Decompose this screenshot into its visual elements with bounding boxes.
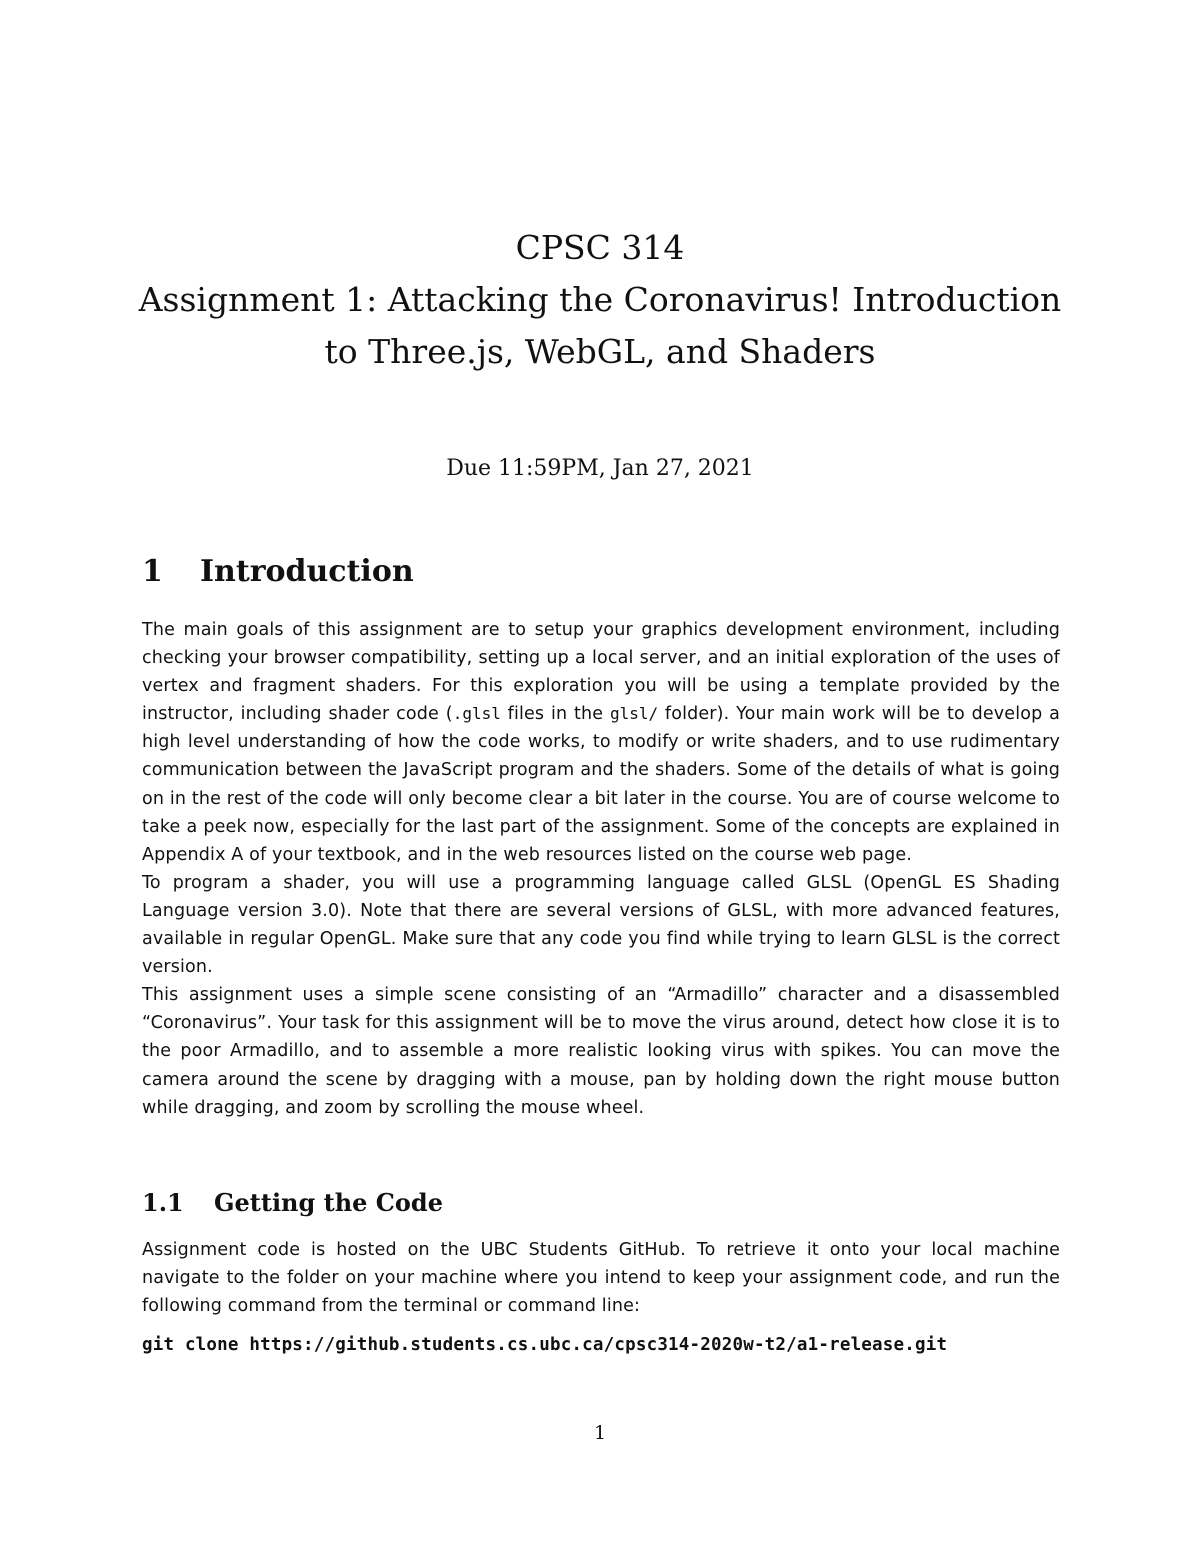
- intro-paragraph-1: [142, 616, 1060, 869]
- subsection-number: 1.1: [142, 1188, 184, 1217]
- introduction-body: [142, 616, 1060, 1122]
- getting-code-body: [142, 1236, 1060, 1320]
- document-title: [0, 222, 1200, 378]
- glsl-folder-code: glsl/: [609, 704, 659, 724]
- intro-paragraph-2: To program a shader, you will use a programming language called GLSL (OpenGL ES Shading Language version 3.0). Note that there are several versions of GLSL, with more advanced features, available in regular OpenGL. Make sure that any code you find while trying to learn GLSL is the correct version.: [142, 872, 1060, 978]
- section-title: Introduction: [200, 554, 414, 589]
- section-heading-introduction: [142, 554, 414, 589]
- intro-paragraph-1-text-a: The main goals of this assignment are to setup your graphics development environment, including checking your browser compatibility, setting up a local server, and an initial exploration of the uses of vertex and fragment shaders. For this exploration you will be using a template provided by the instructor, including shader code (: [142, 620, 1060, 725]
- due-date: Due 11:59PM, Jan 27, 2021: [446, 456, 754, 481]
- course-code: CPSC 314: [515, 228, 685, 267]
- page-number: 1: [593, 1422, 607, 1444]
- intro-paragraph-1-text-b: files in the: [500, 704, 610, 725]
- subsection-title: Getting the Code: [214, 1188, 443, 1217]
- intro-paragraph-1-text-c: folder). Your main work will be to develop a high level understanding of how the code works, to modify or write shaders, and to use rudimentary communication between the JavaScript program and the shaders. Some of the details of what is going on in the rest of the code will only become clear a bit later in the course. You are of course welcome to take a peek now, especially for the last part of the assignment. Some of the concepts are explained in Appendix A of your textbook, and in the web resources listed on the course web page.: [142, 704, 1060, 865]
- assignment-title-line-2: to Three.js, WebGL, and Shaders: [324, 332, 876, 371]
- subsection-heading-getting-the-code: [142, 1188, 443, 1217]
- getting-code-paragraph: Assignment code is hosted on the UBC Students GitHub. To retrieve it onto your local machine navigate to the folder on your machine where you intend to keep your assignment code, and run the following command from the terminal or command line:: [142, 1240, 1060, 1317]
- assignment-title-line-1: Assignment 1: Attacking the Coronavirus! Introduction: [138, 280, 1062, 319]
- intro-paragraph-3: This assignment uses a simple scene consisting of an “Armadillo” character and a disassembled “Coronavirus”. Your task for this assignment will be to move the virus around, detect how close it is to the poor Armadillo, and to assemble a more realistic looking virus with spikes. You can move the camera around the scene by dragging with a mouse, pan by holding down the right mouse button while dragging, and zoom by scrolling the mouse wheel.: [142, 985, 1060, 1118]
- section-number: 1: [142, 554, 163, 589]
- git-clone-command[interactable]: git clone https://github.students.cs.ubc.ca/cpsc314-2020w-t2/a1-release.git: [142, 1335, 948, 1355]
- glsl-extension-code: .glsl: [452, 704, 501, 724]
